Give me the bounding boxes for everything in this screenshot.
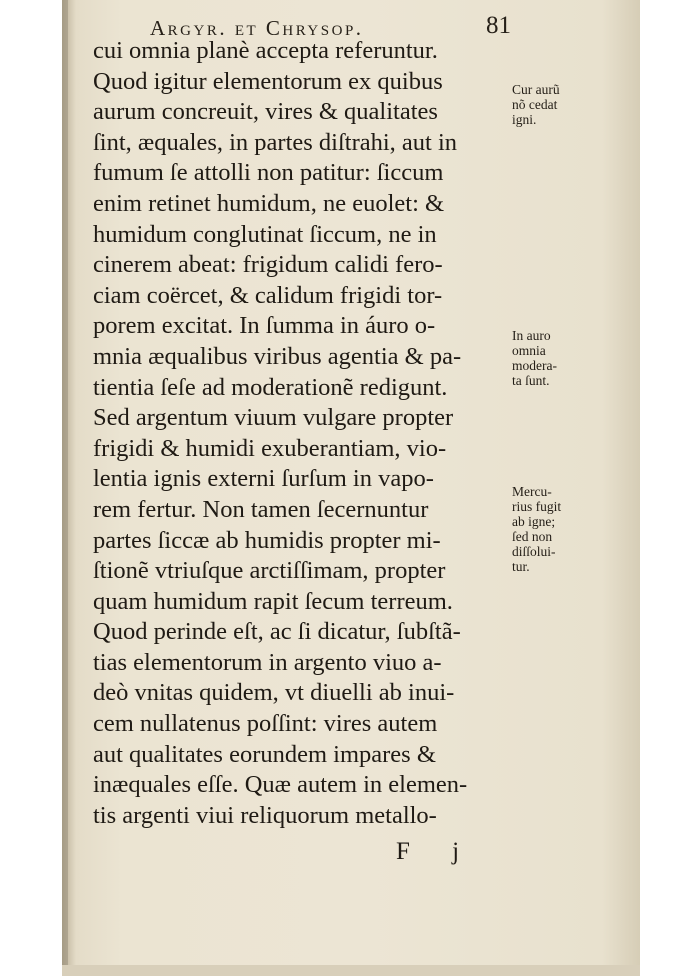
text-line: rem fertur. Non tamen ſecernuntur	[93, 495, 429, 523]
text-line: frigidi & humidi exuberantiam, vio-	[93, 434, 447, 462]
signature-mark: F j	[396, 838, 478, 865]
margin-note: Mercu- rius fugit ab igne; ſed non diſſolui- tur.	[512, 484, 562, 574]
text-line: aut qualitates eorundem impares &	[93, 740, 436, 768]
text-line: enim retinet humidum, ne euolet: &	[93, 189, 445, 217]
text-line: fumum ſe attolli non patitur: ſiccum	[93, 159, 444, 187]
text-line: humidum conglutinat ſiccum, ne in	[93, 220, 437, 248]
text-line: aurum concreuit, vires & qualitates	[93, 98, 438, 126]
main-text-block	[93, 36, 523, 831]
text-line: porem excitat. In ſumma in áuro o-	[93, 312, 436, 340]
page-gutter-shadow	[62, 0, 68, 976]
text-line: tias elementorum in argento viuo a-	[93, 648, 442, 676]
text-line: lentia ignis externi ſurſum in vapo-	[93, 465, 434, 493]
text-line: ſint, æquales, in partes diſtrahi, aut in	[93, 128, 458, 156]
text-line: quam humidum rapit ſecum terreum.	[93, 587, 453, 615]
text-line: mnia æqualibus viribus agentia & pa-	[93, 342, 462, 370]
text-line: Quod perinde eſt, ac ſi dicatur, ſubſtã-	[93, 618, 461, 646]
running-head: Argyr. et Chrysop.	[150, 16, 364, 40]
text-line: inæquales eſſe. Quæ autem in elemen-	[93, 771, 468, 799]
text-line: deò vnitas quidem, vt diuelli ab inui-	[93, 679, 455, 707]
text-line: partes ſiccæ ab humidis propter mi-	[93, 526, 441, 554]
text-line: cui omnia planè accepta referuntur.	[93, 37, 438, 64]
margin-note: Cur aurũ nõ cedat igni.	[512, 82, 560, 127]
page-bottom-edge	[62, 965, 640, 976]
text-line: ſtionẽ vtriuſque arctiſſimam, propter	[93, 557, 446, 585]
text-line: tientia ſeſe ad moderationẽ redigunt.	[93, 373, 448, 401]
page-number: 81	[486, 12, 511, 39]
text-line: Quod igitur elementorum ex quibus	[93, 67, 443, 95]
text-line: Sed argentum viuum vulgare propter	[93, 404, 454, 432]
text-line: cem nullatenus poſſint: vires autem	[93, 710, 438, 738]
text-line: ciam coërcet, & calidum frigidi tor-	[93, 281, 443, 309]
text-line: tis argenti viui reliquorum metallo-	[93, 801, 437, 829]
text-line: cinerem abeat: frigidum calidi fero-	[93, 251, 443, 279]
margin-note: In auro omnia modera- ta ſunt.	[512, 328, 557, 388]
